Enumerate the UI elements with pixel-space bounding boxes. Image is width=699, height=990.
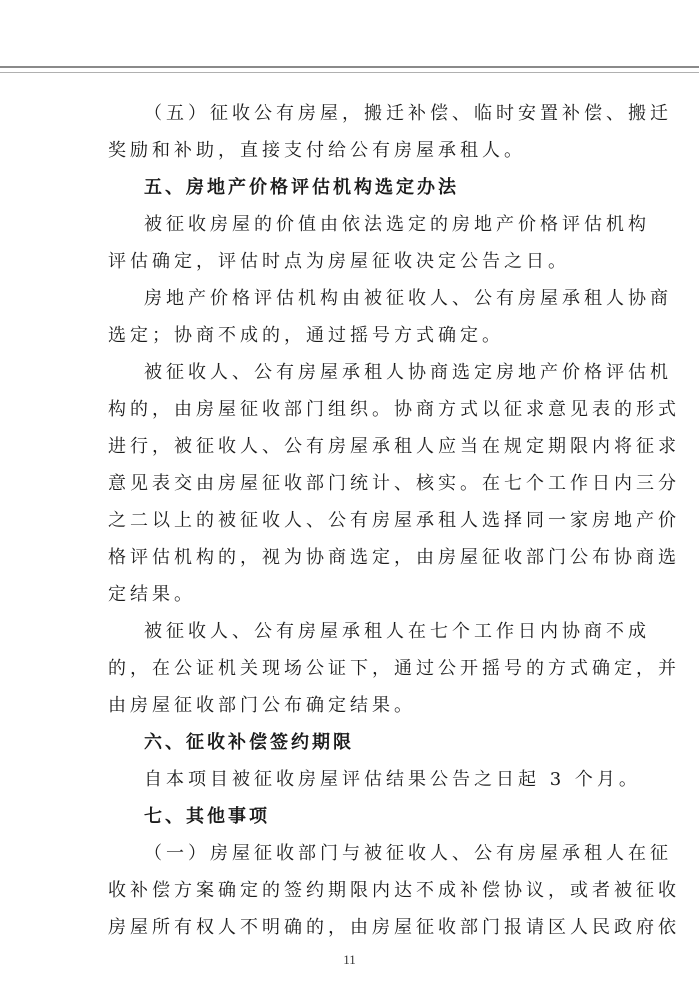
paragraph-line: （一）房屋征收部门与被征收人、公有房屋承租人在征 [144, 843, 672, 864]
header-rule-thin [0, 72, 699, 73]
section-heading: 七、其他事项 [144, 806, 270, 827]
page-number: 11 [343, 952, 356, 967]
paragraph-line: 进行，被征收人、公有房屋承租人应当在规定期限内将征求 [108, 436, 680, 457]
paragraph-line: 意见表交由房屋征收部门统计、核实。在七个工作日内三分 [108, 473, 680, 494]
paragraph-line: 房地产价格评估机构由被征收人、公有房屋承租人协商 [144, 288, 672, 309]
paragraph-line: 选定；协商不成的，通过摇号方式确定。 [108, 325, 504, 346]
paragraph-line: 定结果。 [108, 584, 196, 605]
section-heading: 五、房地产价格评估机构选定办法 [144, 177, 459, 198]
paragraph-line: （五）征收公有房屋，搬迁补偿、临时安置补偿、搬迁 [144, 103, 672, 124]
paragraph-line: 被征收人、公有房屋承租人在七个工作日内协商不成 [144, 621, 650, 642]
paragraph-line: 评估确定，评估时点为房屋征收决定公告之日。 [108, 251, 570, 272]
paragraph-line: 房屋所有权人不明确的，由房屋征收部门报请区人民政府依 [108, 917, 680, 938]
paragraph-line: 收补偿方案确定的签约期限内达不成补偿协议，或者被征收 [108, 880, 680, 901]
paragraph-line: 格评估机构的，视为协商选定，由房屋征收部门公布协商选 [108, 547, 680, 568]
paragraph-line: 奖励和补助，直接支付给公有房屋承租人。 [108, 140, 526, 161]
section-heading: 六、征收补偿签约期限 [144, 732, 354, 753]
paragraph-line: 之二以上的被征收人、公有房屋承租人选择同一家房地产价 [108, 510, 680, 531]
paragraph-line: 自本项目被征收房屋评估结果公告之日起 3 个月。 [144, 769, 641, 790]
paragraph-line: 的，在公证机关现场公证下，通过公开摇号的方式确定，并 [108, 658, 680, 679]
header-rule [0, 66, 699, 68]
paragraph-line: 由房屋征收部门公布确定结果。 [108, 695, 416, 716]
paragraph-line: 构的，由房屋征收部门组织。协商方式以征求意见表的形式 [108, 399, 680, 420]
paragraph-line: 被征收房屋的价值由依法选定的房地产价格评估机构 [144, 214, 650, 235]
paragraph-line: 被征收人、公有房屋承租人协商选定房地产价格评估机 [144, 362, 672, 383]
